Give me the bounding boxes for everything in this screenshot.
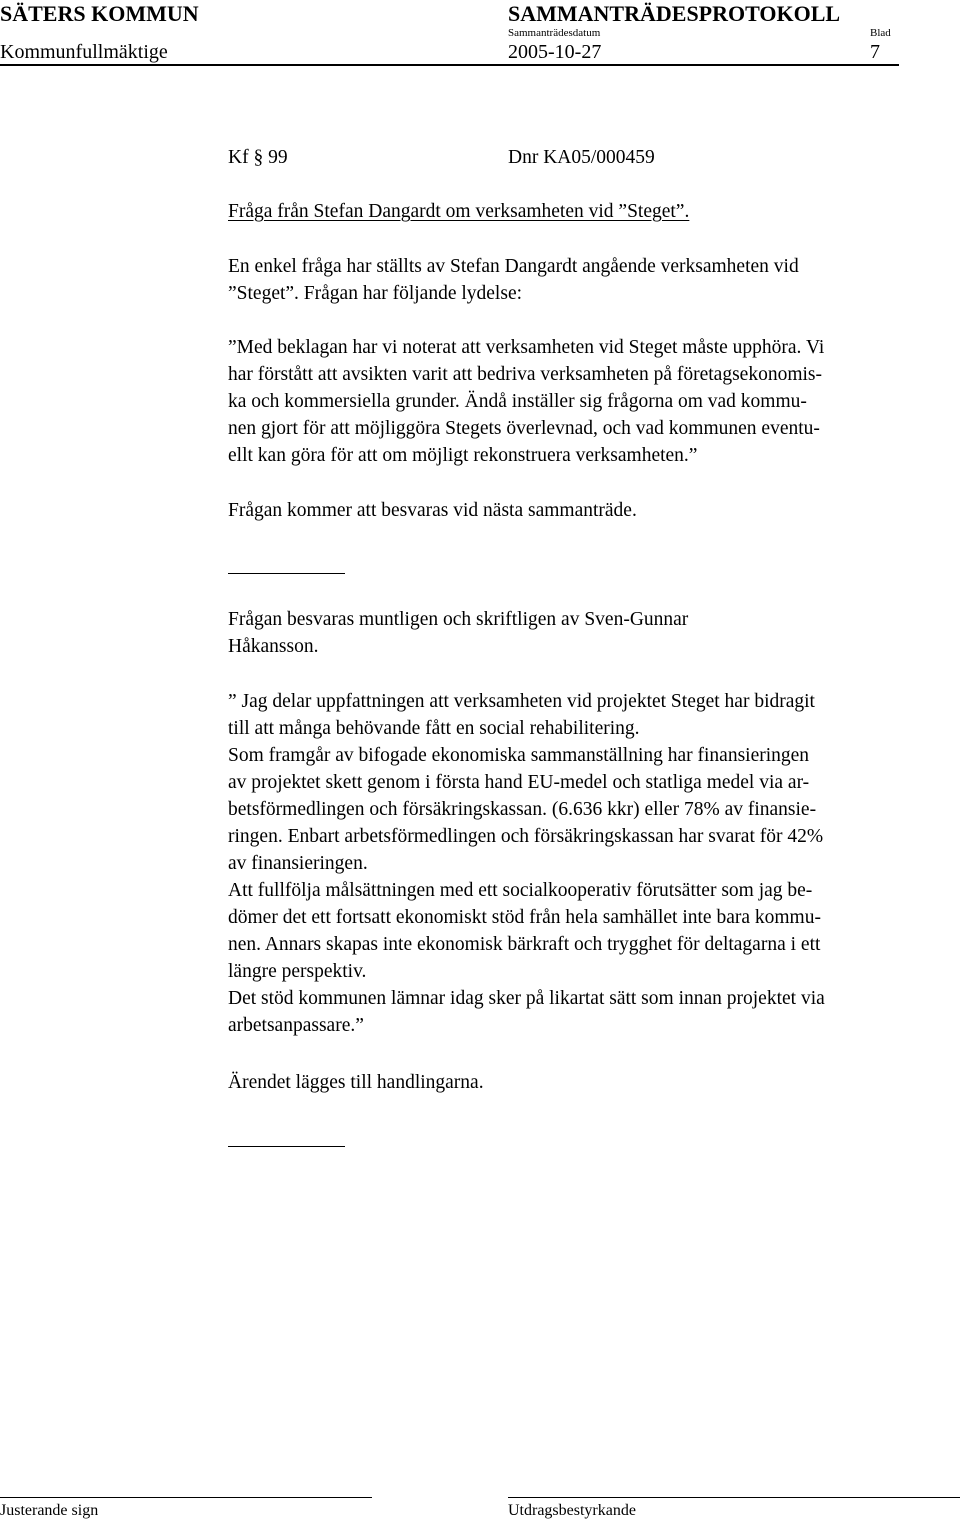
signature-line-left [0,1497,372,1498]
meeting-date: 2005-10-27 [508,41,602,63]
footer-certification-label: Utdragsbestyrkande [508,1502,636,1519]
text-line: arbetsanpassare.” [228,1015,364,1036]
text-line: nen. Annars skapas inte ekonomisk bärkraft och trygghet för deltagarna i ett [228,934,821,955]
answer-text [228,688,825,1039]
text-line: dömer det ett fortsatt ekonomiskt stöd från hela samhället inte bara kommu- [228,907,821,928]
text-line: nen gjort för att möjliggöra Stegets överlevnad, och vad kommunen eventu- [228,418,820,439]
header-divider [0,64,899,66]
text-line: Frågan besvaras muntligen och skriftligen av Sven-Gunnar [228,609,689,630]
text-line: Det stöd kommunen lämnar idag sker på likartat sätt som innan projektet via [228,988,825,1009]
signature-line-right [508,1497,960,1498]
text-line: En enkel fråga har ställts av Stefan Dangardt angående verksamheten vid [228,256,799,277]
text-line: ”Steget”. Frågan har följande lydelse: [228,283,523,304]
section-separator [228,1146,345,1147]
quoted-question [228,334,824,469]
text-line: Som framgår av bifogade ekonomiska sammanställning har finansieringen [228,745,810,766]
document-type: SAMMANTRÄDESPROTOKOLL [508,1,841,26]
municipality-name: SÄTERS KOMMUN [0,1,199,26]
case-paragraph-number: Kf § 99 [228,147,288,168]
text-line: betsförmedlingen och försäkringskassan. (6.636 kkr) eller 78% av finansie- [228,799,817,820]
section-separator [228,573,345,574]
case-diary-number: Dnr KA05/000459 [508,147,655,168]
text-line: ka och kommersiella grunder. Ändå inställer sig frågorna om vad kommu- [228,391,807,412]
text-line: av finansieringen. [228,853,368,874]
text-line: Att fullfölja målsättningen med ett socialkooperativ förutsätter som jag be- [228,880,813,901]
intro-paragraph [228,253,956,307]
text-line: ” Jag delar uppfattningen att verksamheten vid projektet Steget har bidragit [228,691,815,712]
text-line: ”Med beklagan har vi noterat att verksamheten vid Steget måste upphöra. Vi [228,337,825,358]
text-line: har förstått att avsikten varit att bedriva verksamheten på företagsekonomis- [228,364,822,385]
decision-text: Ärendet lägges till handlingarna. [228,1072,484,1093]
page-label: Blad [870,27,891,39]
answer-intro [228,606,956,660]
text-line: av projektet skett genom i första hand EU-medel och statliga medel via ar- [228,772,810,793]
text-line: ringen. Enbart arbetsförmedlingen och försäkringskassan har svarat för 42% [228,826,824,847]
meeting-date-label: Sammanträdesdatum [508,27,601,39]
case-title: Fråga från Stefan Dangardt om verksamheten vid ”Steget”. [228,201,690,222]
next-meeting-note: Frågan kommer att besvaras vid nästa sammanträde. [228,500,637,521]
council-body: Kommunfullmäktige [0,41,168,63]
page-number: 7 [870,41,880,63]
text-line: Håkansson. [228,636,319,657]
footer-sign-label: Justerande sign [0,1502,99,1519]
text-line: ellt kan göra för att om möjligt rekonstruera verksamheten.” [228,445,698,466]
text-line: till att många behövande fått en social rehabilitering. [228,718,640,739]
text-line: längre perspektiv. [228,961,367,982]
